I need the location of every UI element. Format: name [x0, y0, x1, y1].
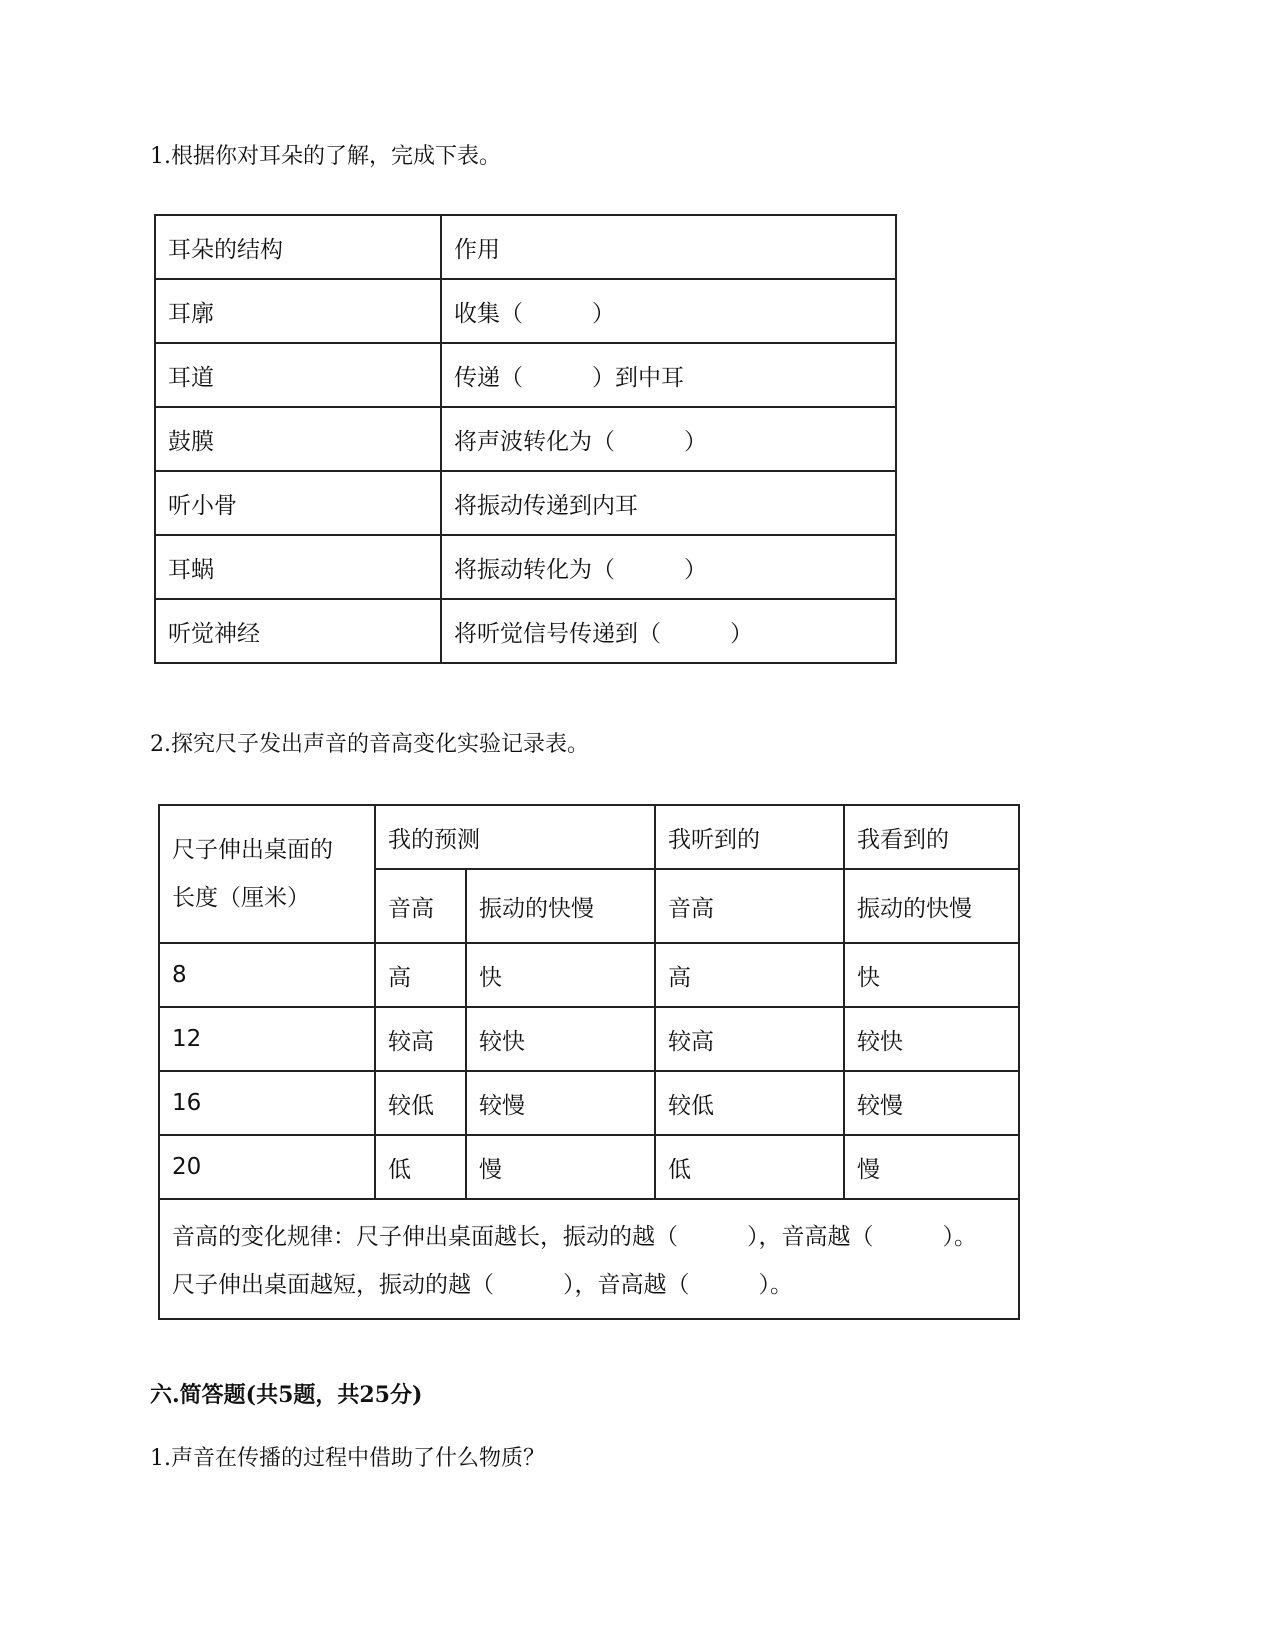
- structure-cell: 听小骨: [155, 471, 441, 535]
- table-row: [155, 471, 896, 535]
- header-what-i-saw: 我看到的: [844, 805, 1019, 869]
- section-6-title: 六.简答题(共5题，共25分): [150, 1382, 423, 1408]
- function-cell: 将振动传递到内耳: [441, 471, 896, 535]
- question-1-prompt: 1.根据你对耳朵的了解，完成下表。: [150, 144, 501, 169]
- predicted-pitch-cell: 高: [375, 943, 466, 1007]
- table-header-row: [155, 215, 896, 279]
- header-my-prediction: 我的预测: [375, 805, 655, 869]
- ear-structure-table: [154, 214, 897, 664]
- table-row: [155, 407, 896, 471]
- header-structure: 耳朵的结构: [155, 215, 441, 279]
- ruler-pitch-record-table: [158, 804, 1020, 1320]
- table-row: [159, 1071, 1019, 1135]
- question-2-prompt: 2.探究尺子发出声音的音高变化实验记录表。: [150, 732, 589, 757]
- predicted-pitch-cell: 较低: [375, 1071, 466, 1135]
- length-cell: 12: [159, 1007, 375, 1071]
- predicted-pitch-cell: 低: [375, 1135, 466, 1199]
- predicted-speed-cell: 快: [466, 943, 655, 1007]
- table-summary-row: [159, 1199, 1019, 1319]
- section-6-question-1: 1.声音在传播的过程中借助了什么物质？: [150, 1446, 545, 1471]
- structure-cell: 听觉神经: [155, 599, 441, 663]
- function-cell: 将振动转化为（ ）: [441, 535, 896, 599]
- subheader-vibration-speed: 振动的快慢: [844, 869, 1019, 943]
- predicted-pitch-cell: 较高: [375, 1007, 466, 1071]
- table-row: [159, 1135, 1019, 1199]
- header-ruler-length-line2: 长度（厘米）: [172, 885, 310, 911]
- predicted-speed-cell: 慢: [466, 1135, 655, 1199]
- function-cell: 传递（ ）到中耳: [441, 343, 896, 407]
- header-what-i-heard: 我听到的: [655, 805, 844, 869]
- header-function: 作用: [441, 215, 896, 279]
- table-header-row: [159, 805, 1019, 869]
- structure-cell: 鼓膜: [155, 407, 441, 471]
- heard-pitch-cell: 较低: [655, 1071, 844, 1135]
- header-ruler-length-line1: 尺子伸出桌面的: [172, 837, 333, 863]
- heard-pitch-cell: 较高: [655, 1007, 844, 1071]
- predicted-speed-cell: 较慢: [466, 1071, 655, 1135]
- table-row: [159, 1007, 1019, 1071]
- length-cell: 8: [159, 943, 375, 1007]
- structure-cell: 耳廓: [155, 279, 441, 343]
- predicted-speed-cell: 较快: [466, 1007, 655, 1071]
- heard-pitch-cell: 高: [655, 943, 844, 1007]
- summary-line-1: 音高的变化规律：尺子伸出桌面越长，振动的越（ ），音高越（ ）。: [172, 1224, 977, 1250]
- length-cell: 20: [159, 1135, 375, 1199]
- table-row: [155, 535, 896, 599]
- seen-speed-cell: 慢: [844, 1135, 1019, 1199]
- table-row: [159, 943, 1019, 1007]
- table-row: [155, 599, 896, 663]
- subheader-pitch: 音高: [655, 869, 844, 943]
- structure-cell: 耳道: [155, 343, 441, 407]
- subheader-pitch: 音高: [375, 869, 466, 943]
- seen-speed-cell: 较慢: [844, 1071, 1019, 1135]
- header-ruler-length: [159, 805, 375, 943]
- heard-pitch-cell: 低: [655, 1135, 844, 1199]
- pitch-rule-summary: [159, 1199, 1019, 1319]
- table-row: [155, 279, 896, 343]
- summary-line-2: 尺子伸出桌面越短，振动的越（ ），音高越（ ）。: [172, 1272, 793, 1298]
- function-cell: 收集（ ）: [441, 279, 896, 343]
- seen-speed-cell: 快: [844, 943, 1019, 1007]
- subheader-vibration-speed: 振动的快慢: [466, 869, 655, 943]
- length-cell: 16: [159, 1071, 375, 1135]
- function-cell: 将听觉信号传递到（ ）: [441, 599, 896, 663]
- table-row: [155, 343, 896, 407]
- seen-speed-cell: 较快: [844, 1007, 1019, 1071]
- function-cell: 将声波转化为（ ）: [441, 407, 896, 471]
- structure-cell: 耳蜗: [155, 535, 441, 599]
